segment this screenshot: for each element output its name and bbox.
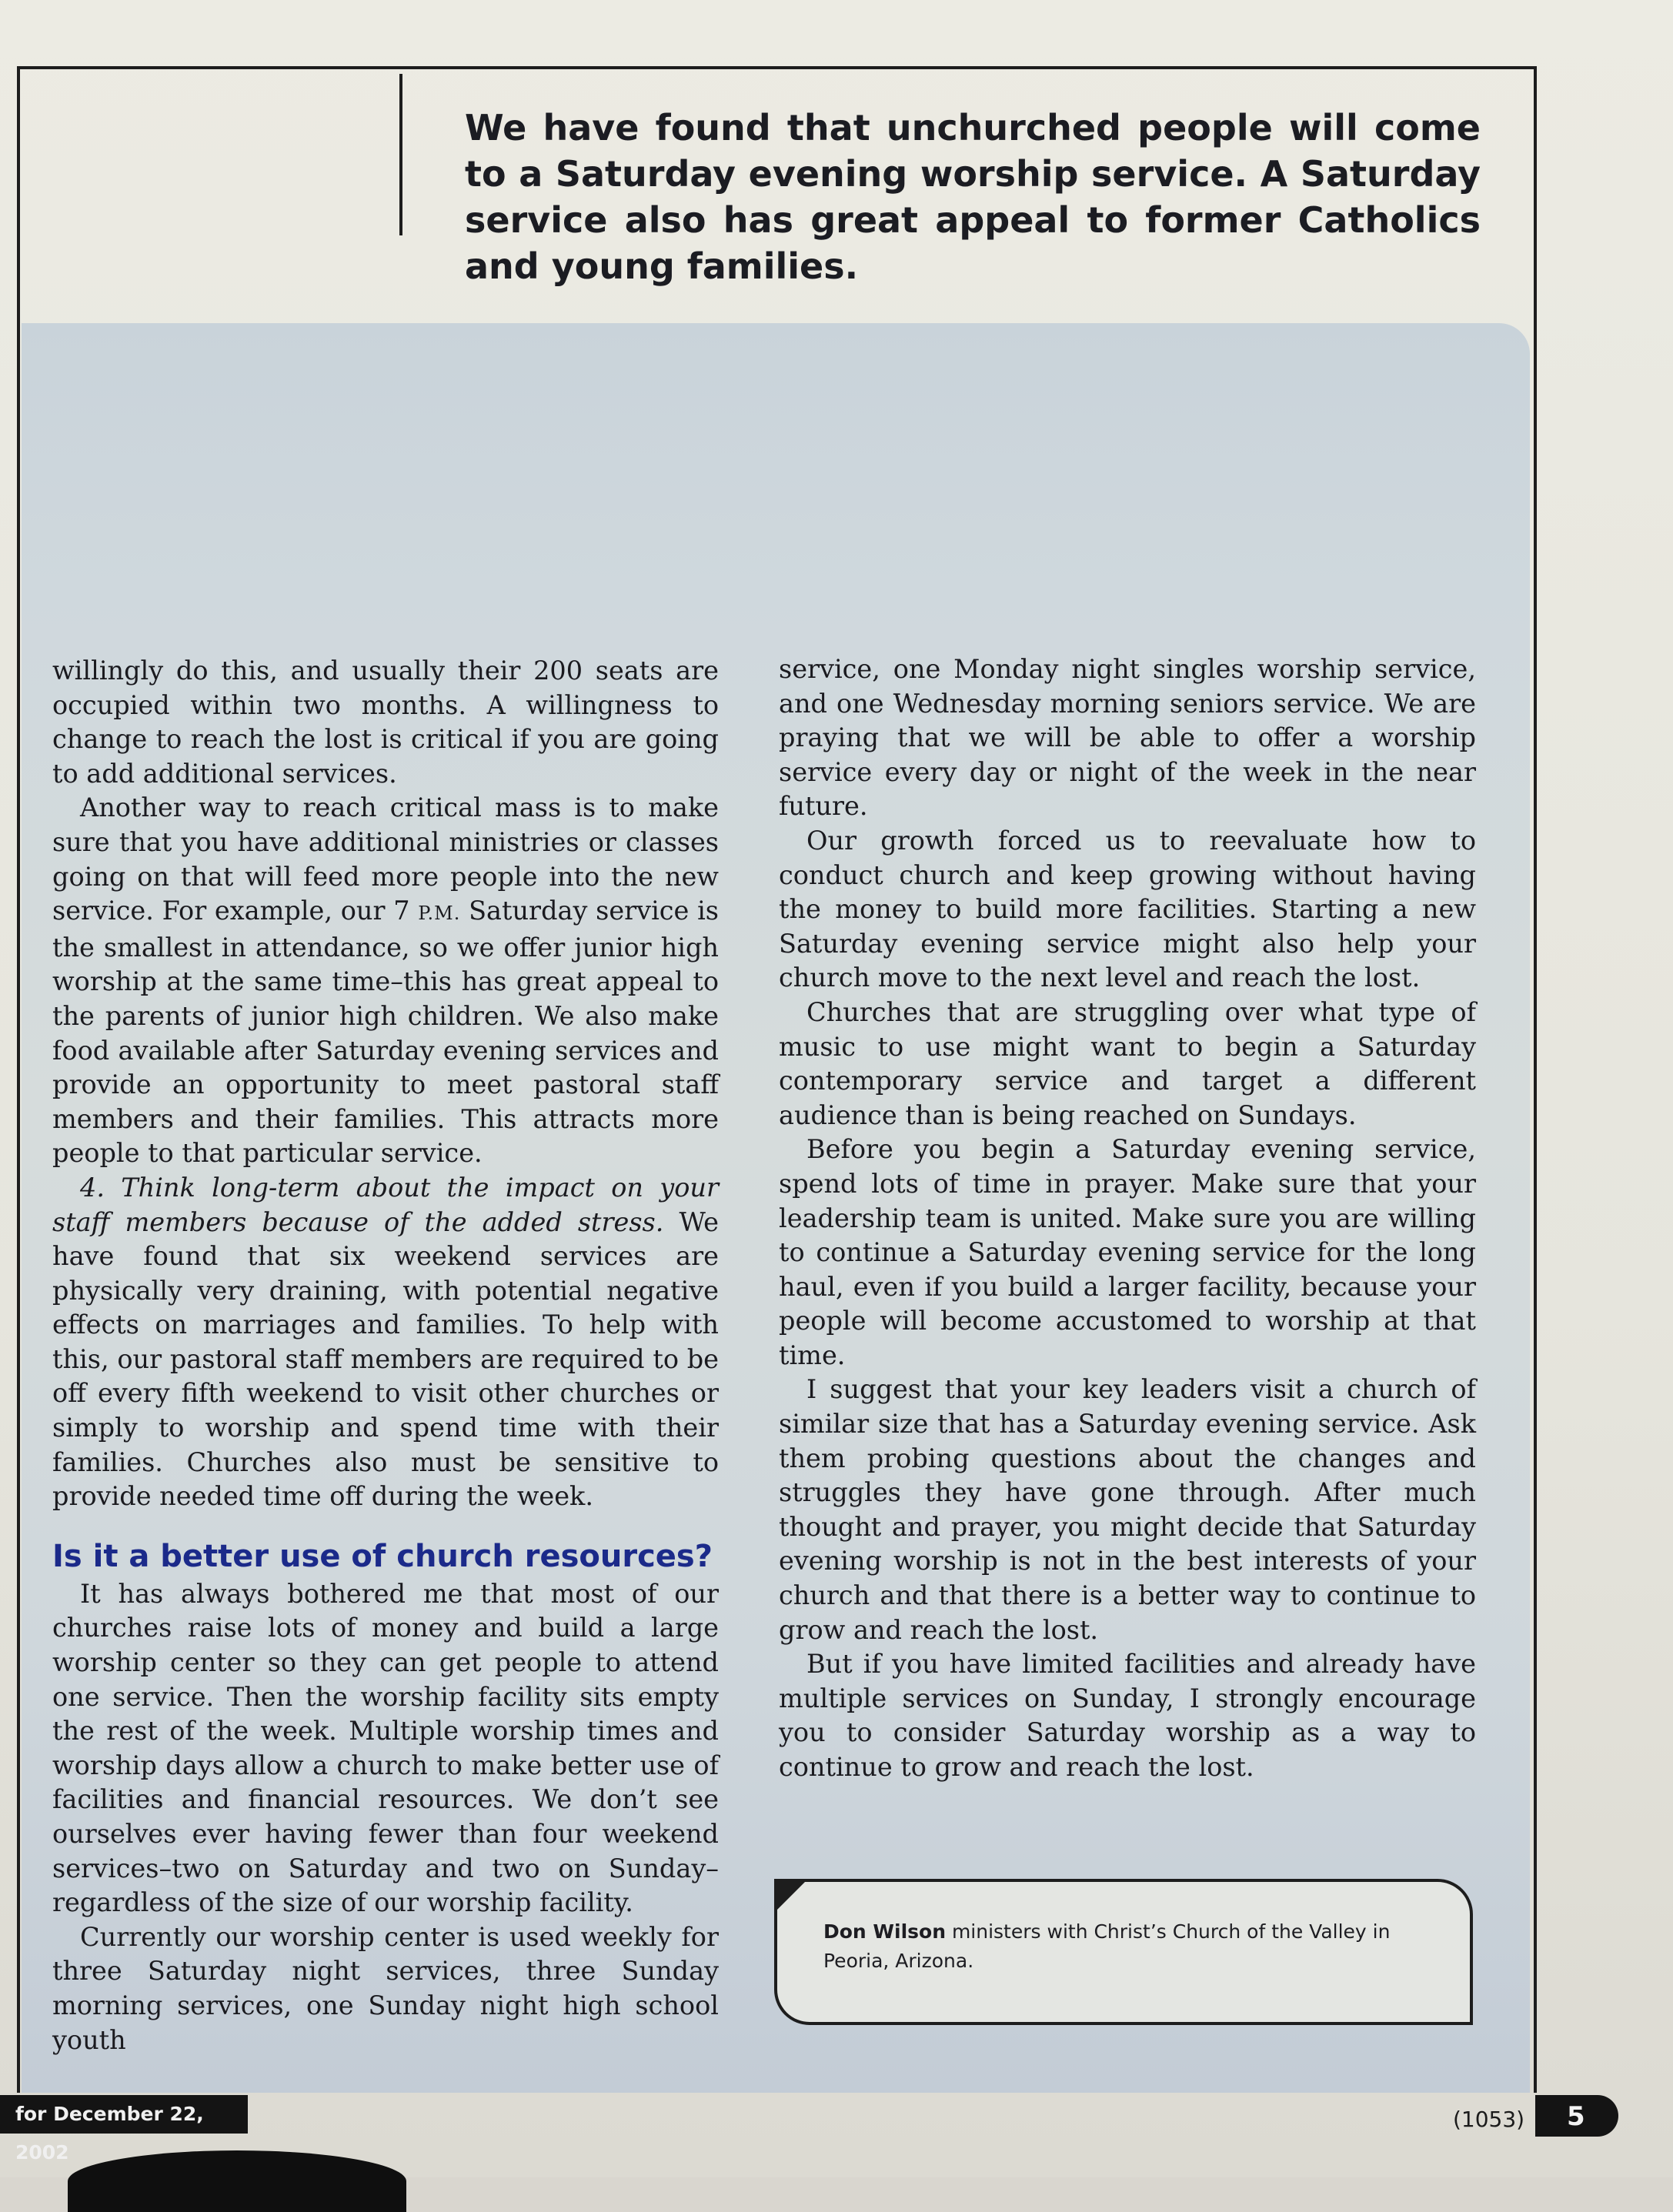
paragraph: willingly do this, and usually their 200 seats are occupied within two months. A willingness to change to reach the lost is critical if you are going to add additional services. [52,656,719,789]
paragraph: Before you begin a Saturday evening service, spend lots of time in prayer. Make sure that your leadership team is united. Make sure you are willing to continue a Saturday evening service for the long haul, even if you build a larger facility, because your people will become accustomed to worship at that time. [779,1134,1476,1370]
left-column [52,654,719,2057]
numbered-point: 4. Think long-term about the impact on your staff members because of the added stress. [52,1172,719,1237]
pull-quote-rule [399,74,402,235]
bio-corner-triangle [774,1879,808,1913]
paragraph: But if you have limited facilities and already have multiple services on Sunday, I strongly encourage you to consider Saturday worship as a way to continue to grow and reach the lost. [779,1649,1476,1782]
paragraph [52,1171,719,1514]
paragraph: Currently our worship center is used weekly for three Saturday night services, three Sunday morning services, one Sunday night high school youth [52,1921,719,2055]
paragraph: Churches that are struggling over what type of music to use might want to begin a Saturday contemporary service and target a different audience than is being reached on Sundays. [779,996,1476,1130]
author-description: ministers with Christ’s Church of the Valley in Peoria, Arizona. [823,1920,1391,1972]
author-bio-box [774,1879,1473,2025]
paragraph: I suggest that your key leaders visit a church of similar size that has a Saturday evening service. Ask them probing questions about the changes and struggles they have gone through. After much thought and prayer, you might decide that Saturday evening worship is not in the best interests of your church and that there is a better way to continue to grow and reach the lost. [779,1374,1476,1645]
folio-number: (1053) [1453,2107,1525,2132]
issue-date: for December 22, 2002 [0,2095,248,2134]
section-heading: Is it a better use of church resources? [52,1538,713,1574]
pull-quote: We have found that unchurched people will come to a Saturday evening worship service. A Saturday service also has great appeal to former Catholics and young families. [465,107,1481,287]
paragraph [52,791,719,1171]
time-suffix: P.M. [418,902,461,925]
paragraph: It has always bothered me that most of our churches raise lots of money and build a large worship center so they can get people to attend one service. Then the worship facility sits empty the rest of the week. Multiple worship times and worship days allow a church to make better use of facilities and financial resources. We don’t see ourselves ever having fewer than four weekend services–two on Saturday and two on Sunday–regardless of the size of our worship facility. [52,1578,719,1918]
paragraph: Our growth forced us to reevaluate how to conduct church and keep growing without having the money to build more facilities. Starting a new Saturday evening service might also help your church move to the next level and reach the lost. [779,825,1476,993]
paragraph-text: We have found that six weekend services are physically very draining, with potential negative effects on marriages and families. To help with this, our pastoral staff members are required to be off every fifth weekend to visit other churches or simply to worship and spend time with their families. Churches also must be sensitive to provide needed time off during the week. [52,1206,719,1512]
paragraph: service, one Monday night singles worship service, and one Wednesday morning seniors service. We are praying that we will be able to offer a worship service every day or night of the week in the near future. [779,654,1476,822]
paragraph-text: Saturday service is the smallest in attendance, so we offer junior high worship at the same time–this has great appeal to the parents of junior high children. We also make food available after Saturday evening services and provide an opportunity to meet pastoral staff members and their families. This attracts more people to that particular service. [52,896,719,1169]
next-page-shadow [68,2150,406,2212]
right-column [779,652,1476,1785]
page-number: 5 [1567,2101,1585,2132]
paragraph-text: Another way to reach critical mass is to make sure that you have additional ministries or classes going on that will feed more people into the new service. For example, our 7 [52,792,719,926]
author-bio [823,1917,1439,1976]
author-name: Don Wilson [823,1920,946,1943]
